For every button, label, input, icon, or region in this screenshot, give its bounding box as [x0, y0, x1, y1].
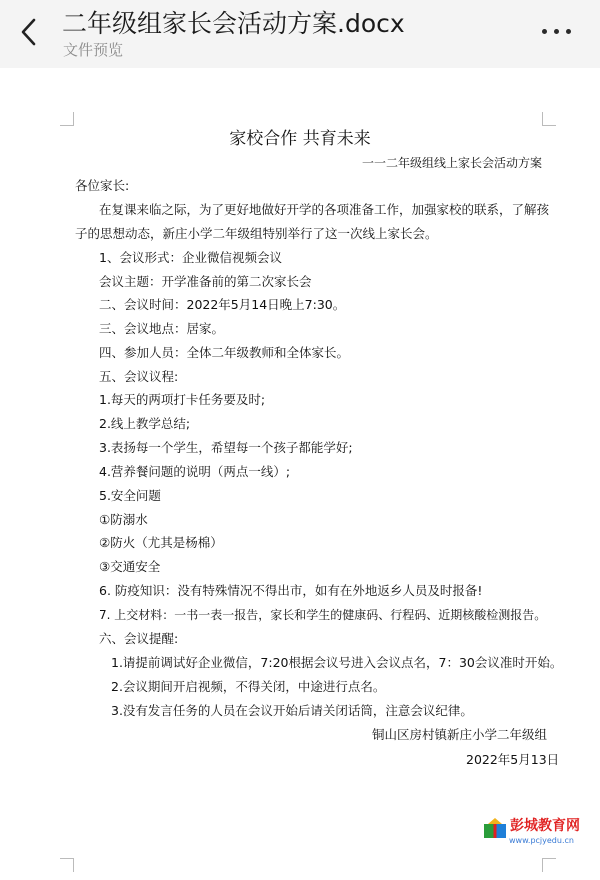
doc-line: 铜山区房村镇新庄小学二年级组 — [372, 727, 548, 742]
doc-line: 各位家长: — [75, 178, 130, 193]
doc-line: 3.表扬每一个学生，希望每一个孩子都能学好; — [99, 440, 353, 455]
more-dots-icon — [542, 29, 547, 34]
doc-line: 在复课来临之际，为了更好地做好开学的各项准备工作，加强家校的联系，了解孩 — [99, 202, 550, 217]
chevron-left-icon — [14, 14, 44, 50]
doc-line: 五、会议议程: — [99, 369, 179, 384]
file-subtitle: 文件预览 — [63, 41, 124, 59]
document-page[interactable] — [0, 68, 600, 880]
doc-line: 六、会议提醒: — [99, 631, 179, 646]
doc-line: 3.没有发言任务的人员在会议开始后请关闭话筒，注意会议纪律。 — [111, 703, 473, 718]
doc-line: 会议主题：开学准备前的第二次家长会 — [99, 274, 312, 289]
document-subtitle: 一一二年级组线上家长会活动方案 — [361, 156, 542, 170]
doc-line: 二、会议时间：2022年5月14日晚上7:30。 — [99, 297, 346, 312]
watermark-logo — [482, 812, 592, 852]
more-dots-icon — [554, 29, 559, 34]
document-title: 家校合作 共育未来 — [229, 129, 371, 149]
doc-line: 2022年5月13日 — [466, 752, 560, 767]
more-dots-icon — [566, 29, 571, 34]
doc-line: 子的思想动态，新庄小学二年级组特别举行了这一次线上家长会。 — [75, 226, 438, 241]
doc-line: ③交通安全 — [99, 559, 161, 574]
doc-line: 三、会议地点：居家。 — [99, 321, 225, 336]
back-button[interactable] — [14, 14, 44, 50]
file-title: 二年级组家长会活动方案.docx — [62, 9, 405, 38]
top-bar — [0, 0, 600, 68]
doc-line: 1.请提前调试好企业微信，7:20根据会议号进入会议点名，7：30会议准时开始。 — [111, 655, 563, 670]
doc-line: 1.每天的两项打卡任务要及时; — [99, 392, 266, 407]
doc-line: 四、参加人员：全体二年级教师和全体家长。 — [99, 345, 350, 360]
doc-line: 7. 上交材料：一书一表一报告，家长和学生的健康码、行程码、近期核酸检测报告。 — [99, 608, 547, 622]
doc-line: 2.会议期间开启视频，不得关闭，中途进行点名。 — [111, 679, 386, 694]
watermark-url: www.pcjyedu.cn — [509, 836, 574, 845]
doc-line: 5.安全问题 — [99, 488, 161, 503]
book-logo-icon — [482, 816, 508, 842]
doc-line: 1、会议形式：企业微信视频会议 — [99, 250, 282, 265]
doc-line: ②防火（尤其是杨棉） — [99, 535, 223, 550]
doc-line: 6. 防疫知识：没有特殊情况不得出市，如有在外地返乡人员及时报备! — [99, 583, 483, 598]
watermark-name: 彭城教育网 — [510, 818, 580, 834]
doc-line: 4.营养餐问题的说明（两点一线）; — [99, 464, 291, 479]
crop-mark — [60, 858, 74, 872]
more-button[interactable] — [540, 22, 574, 42]
crop-mark — [542, 858, 556, 872]
doc-line: ①防溺水 — [99, 512, 148, 527]
doc-line: 2.线上教学总结; — [99, 416, 191, 431]
